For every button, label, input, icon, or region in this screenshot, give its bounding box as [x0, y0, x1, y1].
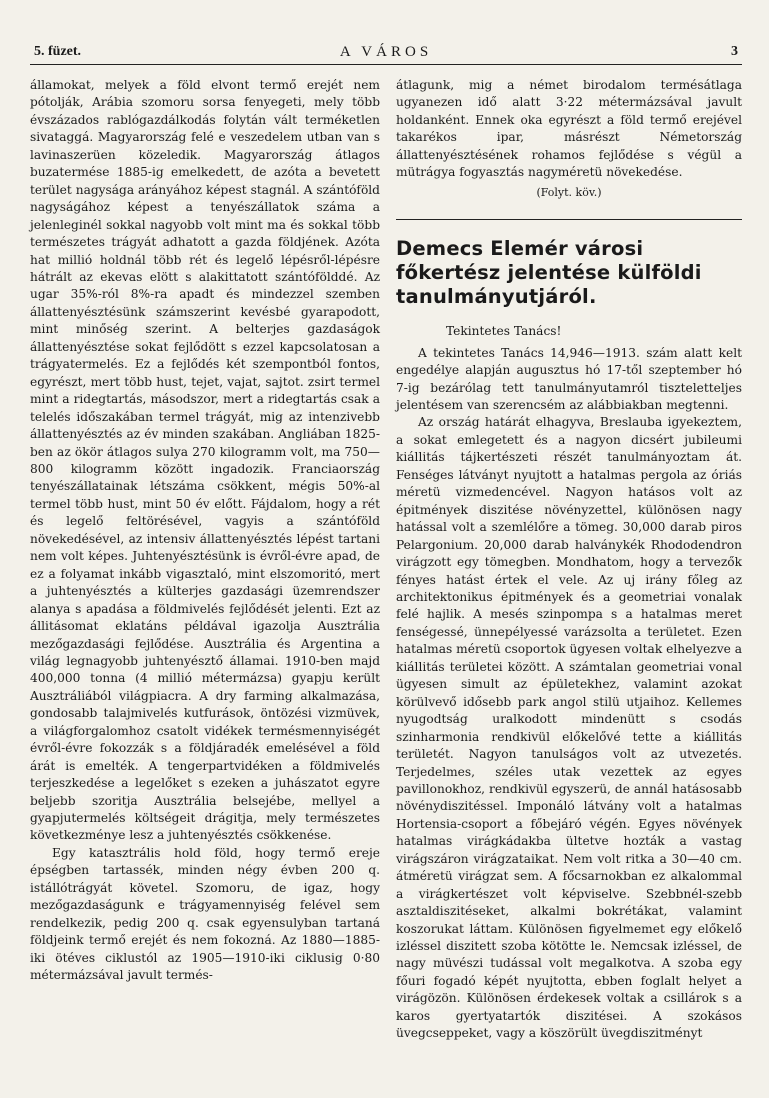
- issue-label: 5. füzet.: [34, 44, 82, 59]
- page-number: 3: [731, 44, 738, 59]
- running-header: [30, 40, 742, 65]
- article-paragraph: államokat, melyek a föld elvont termő erejét nem pótolják, Arábia szomoru sorsa fenyegeti, mely több évszázados rablógazdálkodás folytán vált terméketlen sivataggá. Magyarország felé e veszedelem utban van s lavinaszerüen közeledik. Magyarország átlagos buzatermése 1885-ig emelkedett, de azóta a bevetett terület nagysága arányához képest stagnál. A szántóföld nagyságához képest a tenyészállatok száma a jelenleginél sokkal nagyobb volt mint ma és sokkal több természetes trágyát adhatott a gazda földjének. Azóta hat millió holdnál több rét és legelő lépésről-lépésre hátrált az ekevas elött s alakittatott szántófölddé. Az ugar 35%-ról 8%-ra apadt és mindezzel szemben állattenyésztésünk számszerint kevésbé gyarapodott, mint minőség szerint. A belterjes gazdaságok állattenyésztése sokat fejlődött s ezzel kapcsolatosan a trágyatermelés. Ez a fejlődés két szempontból fontos, egyrészt, mert több hust, tejet, vajat, sajtot. zsirt termel mint a ridegtartás, másodszor, mert a ridegtartás csak a telelés időszakában termel trágyát, mig az intenzivebb állattenyésztés az év minden szakában. Angliában 1825-ben az ökör átlagos sulya 270 kilogramm volt, ma 750—800 kilogramm között ingadozik. Franciaország tenyészállatainak létszáma csökkent, mégis 50%-al termel több hust, mint 50 év előtt. Fájdalom, hogy a rét és legelő feltörésével, vagyis a szántóföld növekedésével, az intensiv állattenyésztés lépést tartani nem volt képes. Juhtenyésztésünk is évről-évre apad, de ez a folyamat inkább vigasztaló, mint elszomoritó, mert a juhtenyésztés a külterjes gazdasági üzemrendszer alanya s apadása a földmivelés fejlődését jelenti. Ezt az állitásomat eklatáns példával igazolja Ausztrália mezőgazdasági fejlődése. Ausztrália és Argentina a világ legnagyobb juhtenyésztő államai. 1910-ben majd 400,000 tonna (4 millió métermázsa) gyapju került Ausztráliából világpiacra. A dry farming alkalmazása, gondosabb talajmivelés kutfurások, öntözési vizmüvek, a világforgalomhoz csatolt vidékek termésmennyiségét évről-évre fokozzák s a földjáradék emelésével a föld árát is emelték. A tengerpartvidéken a földmivelés terjeszkedése a legelőket s ezeken a juhászatot egyre beljebb szoritja Ausztrália belsejébe, mellyel a gyapjutermelés költségeit drágitja, mely természetes következménye lesz a juhtenyésztés csökkenése.: [30, 78, 380, 843]
- section-divider: [396, 219, 742, 220]
- journal-title: A VÁROS: [339, 44, 433, 60]
- article-paragraph: A tekintetes Tanács 14,946—1913. szám alatt kelt engedélye alapján augusztus hó 17-től szeptember hó 7-ig bezárólag tett tanulmányutamról tiszteletteljes jelentésem van szerencsém az alábbiakban megtenni.: [396, 345, 742, 412]
- article-paragraph: Egy katasztrális hold föld, hogy termő ereje épségben tartassék, minden négy évben 200 q. istállótrágyát követel. Szomoru, de igaz, hogy mezőgazdaságunk e trágyamennyiség felével sem rendelkezik, pedig 200 q. csak egyensulyban tartaná földjeink termő erejét és nem fokozná. Az 1880—1885-iki ötéves ciklustól az 1905—1910-iki ciklusig 0·80 métermázsával javult termés-: [30, 845, 380, 983]
- article-headline: Demecs Elemér városi főkertész jelentése külföldi tanulmányutjáról.: [396, 237, 702, 309]
- salutation: Tekintetes Tanács!: [446, 324, 562, 339]
- continued-note: (Folyt. köv.): [536, 185, 602, 199]
- left-column: [30, 77, 380, 985]
- article-paragraph: átlagunk, mig a német birodalom termésátlaga ugyanezen idő alatt 3·22 métermázsával javult holdanként. Ennek oka egyrészt a föld termő erejével takarékos ipar, másrészt Németország állattenyésztésének rohamos fejlődése s végül a mütrágya fogyasztás nagyméretü növekedése.: [396, 78, 742, 180]
- article-paragraph: Az ország határát elhagyva, Breslauba igyekeztem, a sokat emlegetett és a nagyon dicsért jubileumi kiállitás tájkertészeti részét tanulmányoztam át. Fenséges látványt nyujtott a hatalmas pergola az óriás méretü vizmedencével. Nagyon hatásos volt az épitmények diszitése növényzettel, különösen nagy hatással volt a szemlélőre a tömeg. 30,000 darab piros Pelargonium. 20,000 darab halványkék Rhododendron virágzott egy tömegben. Mondhatom, hogy a tervezők fényes hatást értek el vele. Az uj irány főleg az architektonikus épitmények és a geometriai vonalak felé hajlik. A mesés szinpompa s a hatalmas meret fenségessé, ünnepélyessé varázsolta a területet. Ezen hatalmas méretü csoportok ügyesen voltak elhelyezve a kiállitás területei között. A számtalan geometriai vonal ügyesen simult az épületekhez, valamint azokat körülvevő idősebb park angol stilü utjaihoz. Kellemes nyugodtság uralkodott mindenütt s csodás szinharmonia rendkivül előkelővé tette a kiállitás területét. Nagyon tanulságos volt az utvezetés. Terjedelmes, széles utak vezettek az egyes pavillonokhoz, rendkivül egyszerü, de annál hatásosabb növénydiszitéssel. Imponáló látvány volt a hatalmas Hortensia-csoport a főbejáró végén. Egyes növények hatalmas virágkádakba ültetve hozták a vastag virágszáron virágzataikat. Nem volt ritka a 30—40 cm. átméretü virágzat sem. A főcsarnokban ez alkalommal a virágkertészet volt képviselve. Szebbnél-szebb asztaldiszitéseket, alkalmi bokrétákat, valamint koszorukat láttam. Különösen figyelmemet egy előkelő izléssel diszitett szoba kötötte le. Nemcsak izléssel, de nagy müvészi tudással volt megalkotva. A szoba egy főuri fogadó képét nyujtotta, ebben foglalt helyet a virágözön. Különösen érdekesek voltak a csillárok s a karos gyertyatartók diszitései. A szokásos üvegcseppeket, vagy a köszörült üvegdiszitményt: [396, 415, 742, 1041]
- right-column: [396, 77, 742, 1043]
